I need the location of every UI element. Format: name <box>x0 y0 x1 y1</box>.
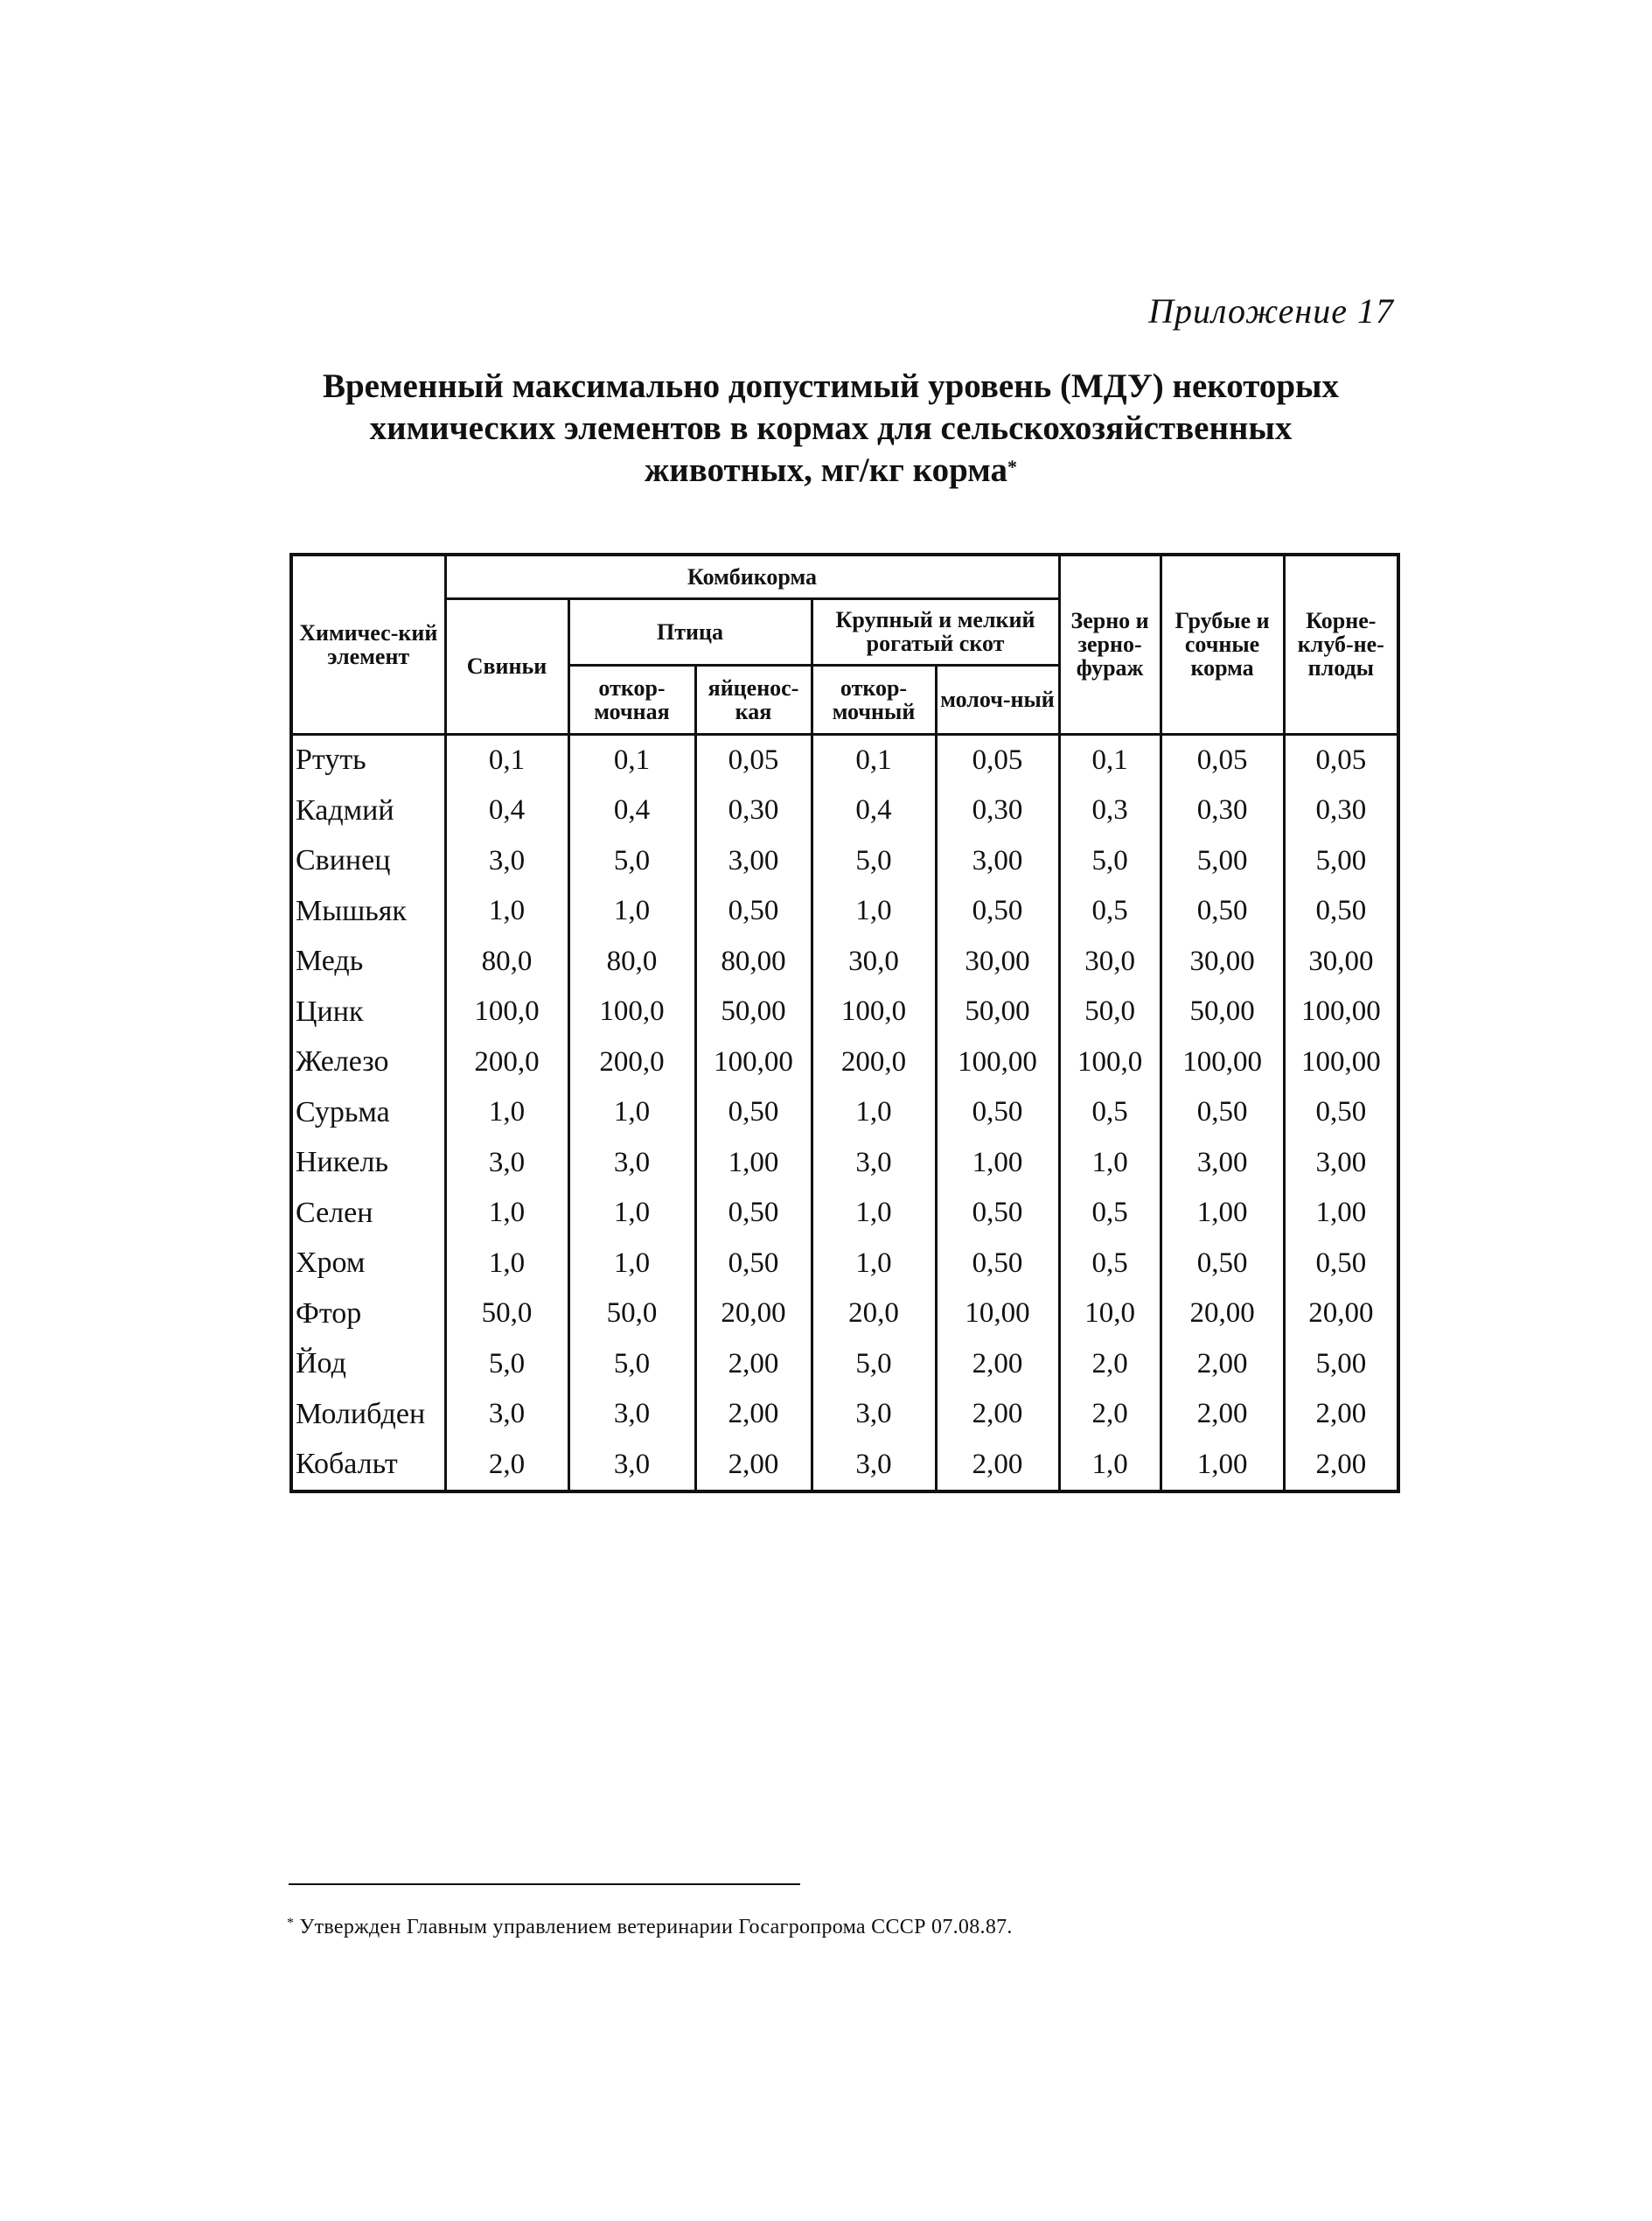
value-cell: 2,00 <box>695 1339 812 1390</box>
value-cell: 0,1 <box>568 734 695 786</box>
table-row <box>291 886 1398 937</box>
header-element: Химичес-кий элемент <box>291 555 445 734</box>
value-cell: 200,0 <box>812 1037 936 1088</box>
value-cell: 0,05 <box>1161 734 1284 786</box>
value-cell: 0,05 <box>695 734 812 786</box>
value-cell: 5,0 <box>812 1339 936 1390</box>
element-name-cell: Молибден <box>291 1389 445 1440</box>
value-cell: 30,0 <box>1059 937 1161 988</box>
value-cell: 5,00 <box>1284 836 1398 887</box>
value-cell: 5,0 <box>1059 836 1161 887</box>
value-cell: 0,05 <box>1284 734 1398 786</box>
value-cell: 100,00 <box>1284 1037 1398 1088</box>
value-cell: 1,0 <box>445 886 568 937</box>
table-row <box>291 734 1398 786</box>
value-cell: 1,0 <box>568 1087 695 1138</box>
footnote-text: Утвержден Главным управлением ветеринарии Госагропрома СССР 07.08.87. <box>299 1916 1013 1938</box>
value-cell: 1,0 <box>568 886 695 937</box>
value-cell: 5,00 <box>1161 836 1284 887</box>
table-row <box>291 937 1398 988</box>
value-cell: 3,0 <box>812 1138 936 1189</box>
value-cell: 3,0 <box>812 1440 936 1492</box>
value-cell: 1,0 <box>1059 1138 1161 1189</box>
table-row <box>291 1188 1398 1239</box>
value-cell: 2,00 <box>1284 1389 1398 1440</box>
value-cell: 80,00 <box>695 937 812 988</box>
value-cell: 100,00 <box>936 1037 1059 1088</box>
table-row <box>291 786 1398 836</box>
value-cell: 200,0 <box>445 1037 568 1088</box>
value-cell: 0,50 <box>695 1087 812 1138</box>
value-cell: 1,0 <box>812 1087 936 1138</box>
value-cell: 1,0 <box>445 1239 568 1289</box>
title-line-2: химических элементов в кормах для сельскохозяйственных <box>369 409 1293 447</box>
element-name-cell: Цинк <box>291 987 445 1037</box>
value-cell: 0,5 <box>1059 886 1161 937</box>
value-cell: 3,0 <box>568 1440 695 1492</box>
value-cell: 5,0 <box>812 836 936 887</box>
value-cell: 20,0 <box>812 1289 936 1339</box>
value-cell: 200,0 <box>568 1037 695 1088</box>
header-cattle: Крупный и мелкий рогатый скот <box>812 598 1059 665</box>
value-cell: 1,0 <box>812 1239 936 1289</box>
value-cell: 3,0 <box>445 1389 568 1440</box>
value-cell: 3,0 <box>568 1389 695 1440</box>
header-root-crops: Корне-клуб-не-плоды <box>1284 555 1398 734</box>
value-cell: 0,50 <box>1161 1087 1284 1138</box>
value-cell: 0,50 <box>936 1188 1059 1239</box>
value-cell: 0,50 <box>1161 1239 1284 1289</box>
value-cell: 1,00 <box>1284 1188 1398 1239</box>
value-cell: 20,00 <box>1161 1289 1284 1339</box>
value-cell: 100,00 <box>1284 987 1398 1037</box>
value-cell: 0,4 <box>568 786 695 836</box>
mdu-table-body <box>291 734 1398 1491</box>
value-cell: 2,00 <box>1284 1440 1398 1492</box>
value-cell: 0,30 <box>936 786 1059 836</box>
value-cell: 50,0 <box>568 1289 695 1339</box>
value-cell: 0,50 <box>1284 1087 1398 1138</box>
value-cell: 10,00 <box>936 1289 1059 1339</box>
table-row <box>291 1037 1398 1088</box>
value-cell: 1,0 <box>445 1087 568 1138</box>
mdu-table <box>289 553 1400 1493</box>
value-cell: 5,0 <box>568 836 695 887</box>
value-cell: 3,00 <box>936 836 1059 887</box>
value-cell: 5,0 <box>568 1339 695 1390</box>
value-cell: 2,0 <box>1059 1389 1161 1440</box>
value-cell: 0,1 <box>1059 734 1161 786</box>
title-line-3 <box>262 450 1399 492</box>
value-cell: 3,00 <box>695 836 812 887</box>
header-cattle-dairy: молоч-ный <box>936 665 1059 734</box>
value-cell: 0,50 <box>1284 1239 1398 1289</box>
table-row <box>291 1289 1398 1339</box>
value-cell: 1,0 <box>568 1188 695 1239</box>
value-cell: 1,00 <box>1161 1440 1284 1492</box>
element-name-cell: Кобальт <box>291 1440 445 1492</box>
element-name-cell: Никель <box>291 1138 445 1189</box>
element-name-cell: Железо <box>291 1037 445 1088</box>
value-cell: 0,50 <box>695 1239 812 1289</box>
table-row <box>291 1239 1398 1289</box>
value-cell: 2,00 <box>695 1440 812 1492</box>
value-cell: 5,0 <box>445 1339 568 1390</box>
value-cell: 100,00 <box>1161 1037 1284 1088</box>
header-poultry-laying: яйценос-кая <box>695 665 812 734</box>
value-cell: 0,4 <box>812 786 936 836</box>
value-cell: 50,00 <box>1161 987 1284 1037</box>
element-name-cell: Кадмий <box>291 786 445 836</box>
value-cell: 0,5 <box>1059 1087 1161 1138</box>
table-row <box>291 1440 1398 1492</box>
table-row <box>291 1389 1398 1440</box>
value-cell: 1,0 <box>812 886 936 937</box>
table-row <box>291 1138 1398 1189</box>
value-cell: 0,50 <box>695 886 812 937</box>
table-row <box>291 987 1398 1037</box>
header-poultry: Птица <box>568 598 812 665</box>
title-line-1: Временный максимально допустимый уровень (МДУ) некоторых <box>322 367 1340 405</box>
element-name-cell: Йод <box>291 1339 445 1390</box>
value-cell: 0,05 <box>936 734 1059 786</box>
value-cell: 2,00 <box>1161 1389 1284 1440</box>
value-cell: 100,0 <box>812 987 936 1037</box>
value-cell: 2,00 <box>936 1339 1059 1390</box>
value-cell: 0,4 <box>445 786 568 836</box>
element-name-cell: Мышьяк <box>291 886 445 937</box>
header-grain: Зерно и зерно-фураж <box>1059 555 1161 734</box>
header-poultry-fattening: откор-мочная <box>568 665 695 734</box>
element-name-cell: Селен <box>291 1188 445 1239</box>
value-cell: 30,0 <box>812 937 936 988</box>
element-name-cell: Медь <box>291 937 445 988</box>
value-cell: 50,00 <box>695 987 812 1037</box>
header-pigs: Свиньи <box>445 598 568 734</box>
value-cell: 0,50 <box>936 1239 1059 1289</box>
element-name-cell: Сурьма <box>291 1087 445 1138</box>
element-name-cell: Ртуть <box>291 734 445 786</box>
value-cell: 100,0 <box>445 987 568 1037</box>
value-cell: 0,1 <box>812 734 936 786</box>
value-cell: 50,0 <box>445 1289 568 1339</box>
value-cell: 0,50 <box>695 1188 812 1239</box>
value-cell: 0,30 <box>695 786 812 836</box>
footnote-divider <box>289 1883 800 1885</box>
value-cell: 1,0 <box>568 1239 695 1289</box>
value-cell: 2,00 <box>695 1389 812 1440</box>
document-title <box>262 366 1399 492</box>
footnote <box>287 1916 1013 1939</box>
table-row <box>291 1087 1398 1138</box>
value-cell: 30,00 <box>1161 937 1284 988</box>
value-cell: 0,3 <box>1059 786 1161 836</box>
value-cell: 100,0 <box>1059 1037 1161 1088</box>
title-footnote-marker: * <box>1007 456 1017 478</box>
value-cell: 1,00 <box>695 1138 812 1189</box>
value-cell: 0,50 <box>936 1087 1059 1138</box>
element-name-cell: Фтор <box>291 1289 445 1339</box>
value-cell: 2,0 <box>445 1440 568 1492</box>
value-cell: 100,0 <box>568 987 695 1037</box>
value-cell: 10,0 <box>1059 1289 1161 1339</box>
appendix-label: Приложение 17 <box>1148 291 1394 331</box>
value-cell: 3,00 <box>1161 1138 1284 1189</box>
value-cell: 3,0 <box>812 1389 936 1440</box>
value-cell: 1,0 <box>812 1188 936 1239</box>
value-cell: 2,00 <box>936 1389 1059 1440</box>
value-cell: 1,0 <box>445 1188 568 1239</box>
value-cell: 0,5 <box>1059 1239 1161 1289</box>
value-cell: 0,50 <box>1284 886 1398 937</box>
value-cell: 0,5 <box>1059 1188 1161 1239</box>
value-cell: 30,00 <box>936 937 1059 988</box>
element-name-cell: Свинец <box>291 836 445 887</box>
value-cell: 3,0 <box>568 1138 695 1189</box>
value-cell: 0,30 <box>1161 786 1284 836</box>
value-cell: 50,00 <box>936 987 1059 1037</box>
title-line-3-text: животных, мг/кг корма <box>644 451 1007 489</box>
value-cell: 5,00 <box>1284 1339 1398 1390</box>
header-compound-feed: Комбикорма <box>445 555 1059 598</box>
value-cell: 2,0 <box>1059 1339 1161 1390</box>
element-name-cell: Хром <box>291 1239 445 1289</box>
value-cell: 1,0 <box>1059 1440 1161 1492</box>
footnote-marker: * <box>287 1916 295 1931</box>
value-cell: 20,00 <box>695 1289 812 1339</box>
value-cell: 30,00 <box>1284 937 1398 988</box>
header-cattle-fattening: откор-мочный <box>812 665 936 734</box>
value-cell: 2,00 <box>936 1440 1059 1492</box>
value-cell: 3,00 <box>1284 1138 1398 1189</box>
value-cell: 0,30 <box>1284 786 1398 836</box>
table-row <box>291 1339 1398 1390</box>
table-row <box>291 836 1398 887</box>
value-cell: 0,50 <box>1161 886 1284 937</box>
value-cell: 20,00 <box>1284 1289 1398 1339</box>
value-cell: 0,1 <box>445 734 568 786</box>
value-cell: 2,00 <box>1161 1339 1284 1390</box>
value-cell: 3,0 <box>445 836 568 887</box>
value-cell: 80,0 <box>445 937 568 988</box>
value-cell: 1,00 <box>1161 1188 1284 1239</box>
value-cell: 3,0 <box>445 1138 568 1189</box>
value-cell: 1,00 <box>936 1138 1059 1189</box>
header-roughage: Грубые и сочные корма <box>1161 555 1284 734</box>
value-cell: 0,50 <box>936 886 1059 937</box>
value-cell: 50,0 <box>1059 987 1161 1037</box>
value-cell: 100,00 <box>695 1037 812 1088</box>
value-cell: 80,0 <box>568 937 695 988</box>
